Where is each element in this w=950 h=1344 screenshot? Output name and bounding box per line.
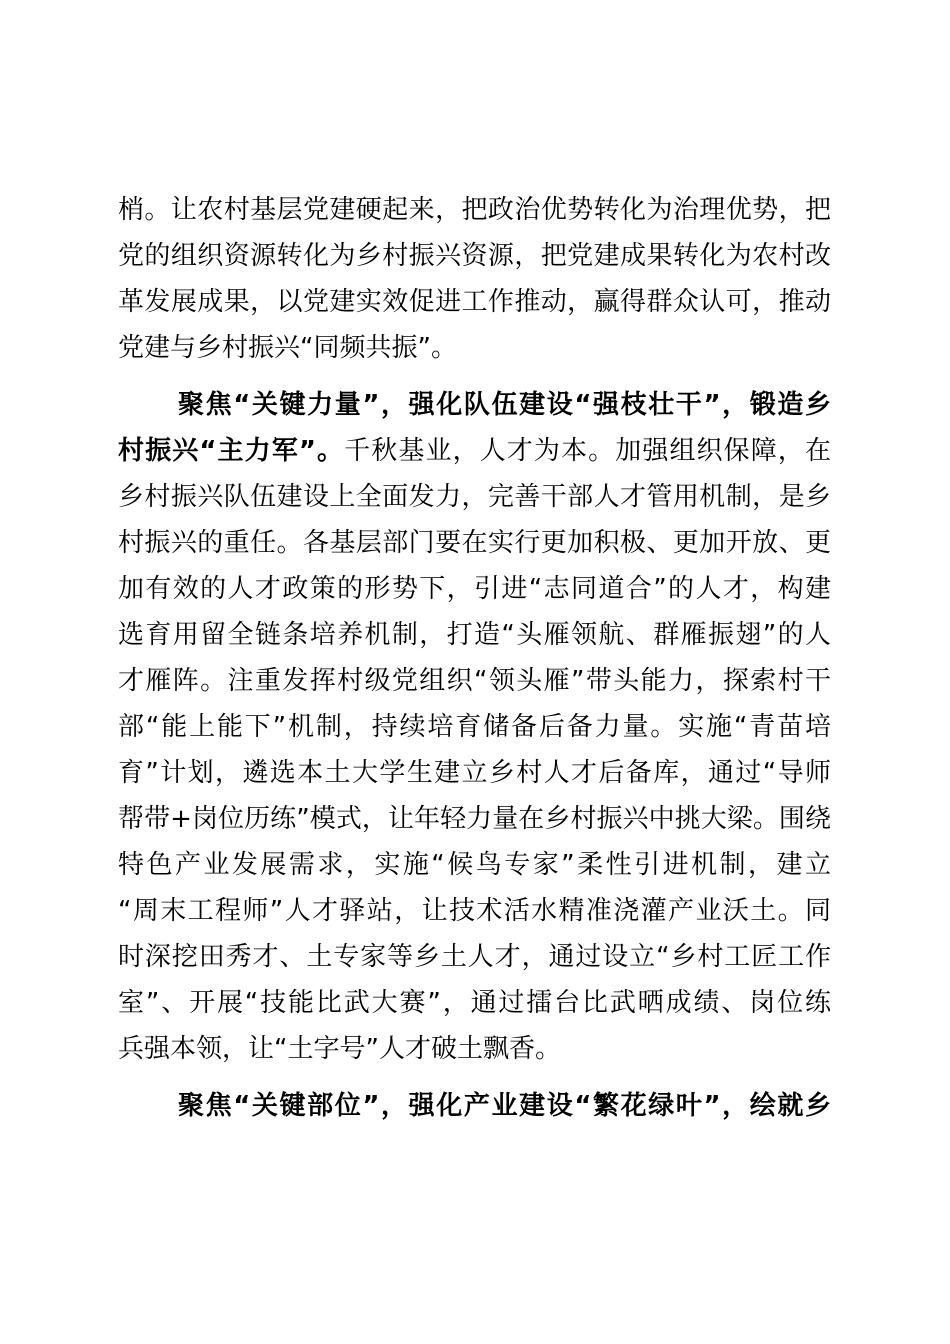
section-heading-tail: 村振兴“主力军”。	[118, 436, 345, 466]
body-text-line: 特色产业发展需求，实施“候鸟专家”柔性引进机制，建立	[118, 850, 831, 880]
body-text-line: 乡村振兴队伍建设上全面发力，完善干部人才管用机制，是乡	[118, 482, 831, 512]
mixed-text-line	[118, 431, 831, 471]
body-text-line: 党的组织资源转化为乡村振兴资源，把党建成果转化为农村改	[118, 241, 831, 271]
section-heading-line: 聚焦“关键部位”，强化产业建设“繁花绿叶”，绘就乡	[178, 1091, 831, 1121]
body-text-line: 梢。让农村基层党建硬起来，把政治优势转化为治理优势，把	[118, 195, 831, 225]
body-text-line: 选育用留全链条培养机制，打造“头雁领航、群雁振翅”的人	[118, 620, 831, 650]
body-text-line: 才雁阵。注重发挥村级党组织“领头雁”带头能力，探索村干	[118, 666, 831, 696]
body-text-line: 室”、开展“技能比武大赛”，通过擂台比武晒成绩、岗位练	[118, 988, 831, 1018]
body-text-line: 帮带+岗位历练”模式，让年轻力量在乡村振兴中挑大梁。围绕	[118, 804, 831, 834]
body-text-line: 兵强本领，让“土字号”人才破土飘香。	[118, 1034, 561, 1064]
body-text-line: 村振兴的重任。各基层部门要在实行更加积极、更加开放、更	[118, 528, 831, 558]
body-text-line: 加有效的人才政策的形势下，引进“志同道合”的人才，构建	[118, 574, 831, 604]
body-text-segment: 千秋基业，人才为本。加强组织保障，在	[344, 436, 831, 466]
body-text-line: 育”计划，遴选本土大学生建立乡村人才后备库，通过“导师	[118, 758, 831, 788]
body-text-line: “周末工程师”人才驿站，让技术活水精准浇灌产业沃土。同	[118, 896, 831, 926]
body-text-line: 部“能上能下”机制，持续培育储备后备力量。实施“青苗培	[118, 712, 831, 742]
body-text-line: 党建与乡村振兴“同频共振”。	[118, 333, 457, 363]
section-heading-line: 聚焦“关键力量”，强化队伍建设“强枝壮干”，锻造乡	[178, 390, 831, 420]
body-text-line: 革发展成果，以党建实效促进工作推动，赢得群众认可，推动	[118, 287, 831, 317]
body-text-line: 时深挖田秀才、土专家等乡土人才，通过设立“乡村工匠工作	[118, 942, 831, 972]
